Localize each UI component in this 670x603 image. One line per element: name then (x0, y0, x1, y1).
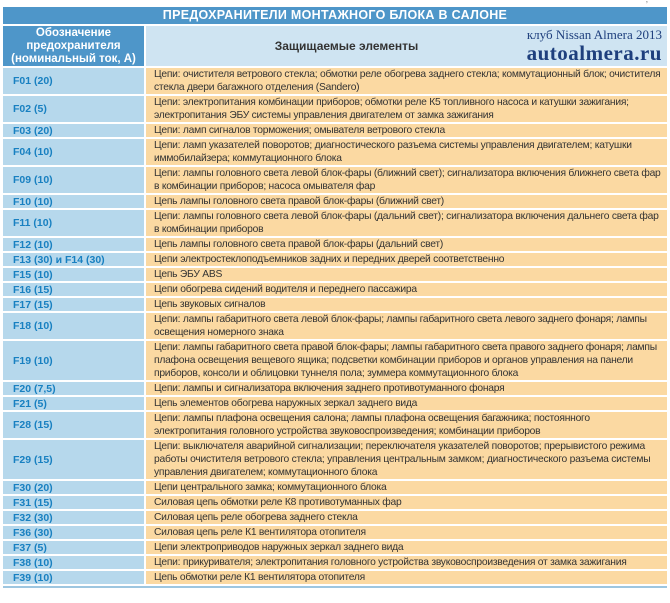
fuse-id-cell: F18 (10) (3, 313, 144, 339)
fuse-protected-elements-cell (146, 481, 667, 494)
table-row (3, 96, 667, 122)
fuse-protected-elements-text: Цепи: прикуривателя; электропитания головного устройства звуковоспроизведения от замка зажигания (154, 557, 627, 568)
fuse-id-cell: F11 (10) (3, 210, 144, 236)
fuse-protected-elements-cell (146, 496, 667, 509)
column-header-elements-label: Защищаемые элементы (274, 39, 419, 53)
fuse-protected-elements-cell (146, 556, 667, 569)
fuse-protected-elements-text: Силовая цепь реле обогрева заднего стекла (154, 512, 358, 523)
fuse-protected-elements-cell (146, 68, 667, 94)
table-row (3, 68, 667, 94)
fuse-protected-elements-cell (146, 397, 667, 410)
fuse-protected-elements-text: Силовая цепь реле К1 вентилятора отопителя (154, 527, 366, 538)
fuse-protected-elements-cell (146, 298, 667, 311)
fuse-protected-elements-cell (146, 96, 667, 122)
table-row (3, 238, 667, 251)
fuse-protected-elements-text: Цепи: ламп указателей поворотов; диагностического разъема системы управления двигателем; катушки иммобилайзера; коммутационного блока (154, 140, 632, 164)
table-bottom-border (3, 586, 667, 588)
fuse-id-cell: F01 (20) (3, 68, 144, 94)
table-row (3, 481, 667, 494)
table-row (3, 571, 667, 584)
table-row (3, 382, 667, 395)
fuse-protected-elements-cell (146, 382, 667, 395)
fuse-protected-elements-cell (146, 511, 667, 524)
table-row (3, 526, 667, 539)
fuse-protected-elements-cell (146, 167, 667, 193)
fuse-id-cell: F19 (10) (3, 341, 144, 380)
watermark-site-link[interactable]: autoalmera.ru (526, 41, 662, 65)
fuse-id-cell: F36 (30) (3, 526, 144, 539)
table-row (3, 268, 667, 281)
table-row (3, 397, 667, 410)
fuse-protected-elements-cell (146, 268, 667, 281)
table-row (3, 298, 667, 311)
fuse-id-cell: F17 (15) (3, 298, 144, 311)
page-title: ПРЕДОХРАНИТЕЛИ МОНТАЖНОГО БЛОКА В САЛОНЕ (3, 7, 667, 24)
fuse-id-cell: F20 (7,5) (3, 382, 144, 395)
fuse-id-cell: F09 (10) (3, 167, 144, 193)
watermark (527, 27, 662, 63)
fuse-protected-elements-text: Цепь элементов обогрева наружных зеркал заднего вида (154, 398, 418, 409)
fuse-protected-elements-text: Цепь обмотки реле К1 вентилятора отопителя (154, 572, 365, 583)
fuse-id-cell: F16 (15) (3, 283, 144, 296)
fuse-protected-elements-cell (146, 341, 667, 380)
fuse-protected-elements-text: Цепи: выключателя аварийной сигнализации; переключателя указателей поворотов; прерывистого режима работы очистителя ветрового стекла; управления центральным замком; диагностического разъема системы управления двигателем; коммутационного блока (154, 441, 651, 478)
table-row (3, 283, 667, 296)
fuse-id-cell: F39 (10) (3, 571, 144, 584)
fuse-id-cell: F29 (15) (3, 440, 144, 479)
fuse-protected-elements-cell (146, 283, 667, 296)
fuse-protected-elements-text: Цепи электроприводов наружных зеркал заднего вида (154, 542, 404, 553)
fuse-protected-elements-text: Цепи: лампы габаритного света левой блок-фары; лампы габаритного света левого заднего фонаря; лампы освещения номерного знака (154, 314, 647, 338)
fuse-protected-elements-cell (146, 124, 667, 137)
fuse-protected-elements-cell (146, 313, 667, 339)
fuse-protected-elements-cell (146, 195, 667, 208)
fuse-id-cell: F30 (20) (3, 481, 144, 494)
fuse-id-cell: F15 (10) (3, 268, 144, 281)
fuse-id-cell: F10 (10) (3, 195, 144, 208)
table-header-row (3, 26, 667, 66)
watermark-club-text: клуб Nissan Almera 2013 (526, 27, 662, 42)
fuse-protected-elements-cell (146, 412, 667, 438)
table-row (3, 412, 667, 438)
fuse-protected-elements-text: Цепь лампы головного света правой блок-фары (дальний свет) (154, 239, 444, 250)
fuse-protected-elements-text: Цепи: электропитания комбинации приборов; обмотки реле К5 топливного насоса и катушки зажигания; электропитания ЭБУ системы управления двигателем от замка зажигания (154, 97, 629, 121)
fuse-protected-elements-cell (146, 440, 667, 479)
table-row (3, 496, 667, 509)
fuse-id-cell: F31 (15) (3, 496, 144, 509)
fuse-protected-elements-cell (146, 139, 667, 165)
fuse-id-cell: F04 (10) (3, 139, 144, 165)
fuse-id-cell: F12 (10) (3, 238, 144, 251)
fuse-id-cell: F32 (30) (3, 511, 144, 524)
table-row (3, 440, 667, 479)
fuse-protected-elements-text: Цепи центрального замка; коммутационного блока (154, 482, 387, 493)
table-row (3, 124, 667, 137)
fuse-protected-elements-cell (146, 571, 667, 584)
fuse-id-cell: F02 (5) (3, 96, 144, 122)
table-row (3, 313, 667, 339)
fuse-protected-elements-text: Цепи: лампы головного света левой блок-фары (дальний свет); сигнализатора включения дальнего света фар в комбинации приборов (154, 211, 659, 235)
fuse-protected-elements-text: Цепь ЭБУ ABS (154, 269, 223, 280)
column-header-elements (146, 26, 667, 66)
table-row (3, 253, 667, 266)
fuse-protected-elements-cell (146, 238, 667, 251)
fuse-protected-elements-text: Цепи: лампы и сигнализатора включения заднего противотуманного фонаря (154, 383, 505, 394)
table-row (3, 139, 667, 165)
fuse-id-cell: F38 (10) (3, 556, 144, 569)
fuse-protected-elements-text: Цепи: лампы головного света левой блок-фары (ближний свет); сигнализатора включения ближнего света фар в комбинации приборов; насоса омывателя фар (154, 168, 661, 192)
fuse-protected-elements-text: Силовая цепь обмотки реле К8 противотуманных фар (154, 497, 402, 508)
table-row (3, 511, 667, 524)
fuse-id-cell: F28 (15) (3, 412, 144, 438)
table-row (3, 541, 667, 554)
fuse-table-body (3, 68, 667, 584)
fuse-protected-elements-text: Цепь звуковых сигналов (154, 299, 266, 310)
table-row (3, 341, 667, 380)
fuse-protected-elements-text: Цепи обогрева сидений водителя и переднего пассажира (154, 284, 417, 295)
fuse-id-cell: F37 (5) (3, 541, 144, 554)
fuse-id-cell: F03 (20) (3, 124, 144, 137)
fuse-protected-elements-text: Цепи: очистителя ветрового стекла; обмотки реле обогрева заднего стекла; коммутационный блок; очистителя стекла двери багажного отделения (Sandero) (154, 69, 661, 93)
table-row (3, 195, 667, 208)
fuse-id-cell: F21 (5) (3, 397, 144, 410)
table-row (3, 556, 667, 569)
fuse-id-cell: F13 (30) и F14 (30) (3, 253, 144, 266)
fuse-protected-elements-text: Цепи: лампы габаритного света правой блок-фары; лампы габаритного света правого заднего фонаря; лампы плафона освещения вещевого ящика; подсветки комбинации приборов и органов управления на панели приборов, консоли и облицовки туннеля пола; зуммера коммутационного блока (154, 342, 657, 379)
fuse-protected-elements-text: Цепи: лампы плафона освещения салона; лампы плафона освещения багажника; постоянного электропитания головного устройства звуковоспроизведения; комбинации приборов (154, 413, 590, 437)
fuse-protected-elements-cell (146, 526, 667, 539)
fuse-protected-elements-cell (146, 253, 667, 266)
fuse-protected-elements-text: Цепи электростеклоподъемников задних и передних дверей соответственно (154, 254, 505, 265)
table-row (3, 167, 667, 193)
column-header-fuse: Обозначение предохранителя (номинальный ток, А) (3, 26, 144, 66)
fuse-protected-elements-text: Цепь лампы головного света правой блок-фары (ближний свет) (154, 196, 444, 207)
fuse-protected-elements-text: Цепи: ламп сигналов торможения; омывателя ветрового стекла (154, 125, 445, 136)
fuse-protected-elements-cell (146, 210, 667, 236)
table-row (3, 210, 667, 236)
fuse-protected-elements-cell (146, 541, 667, 554)
scan-artifact-mark: ’ (645, 0, 648, 11)
